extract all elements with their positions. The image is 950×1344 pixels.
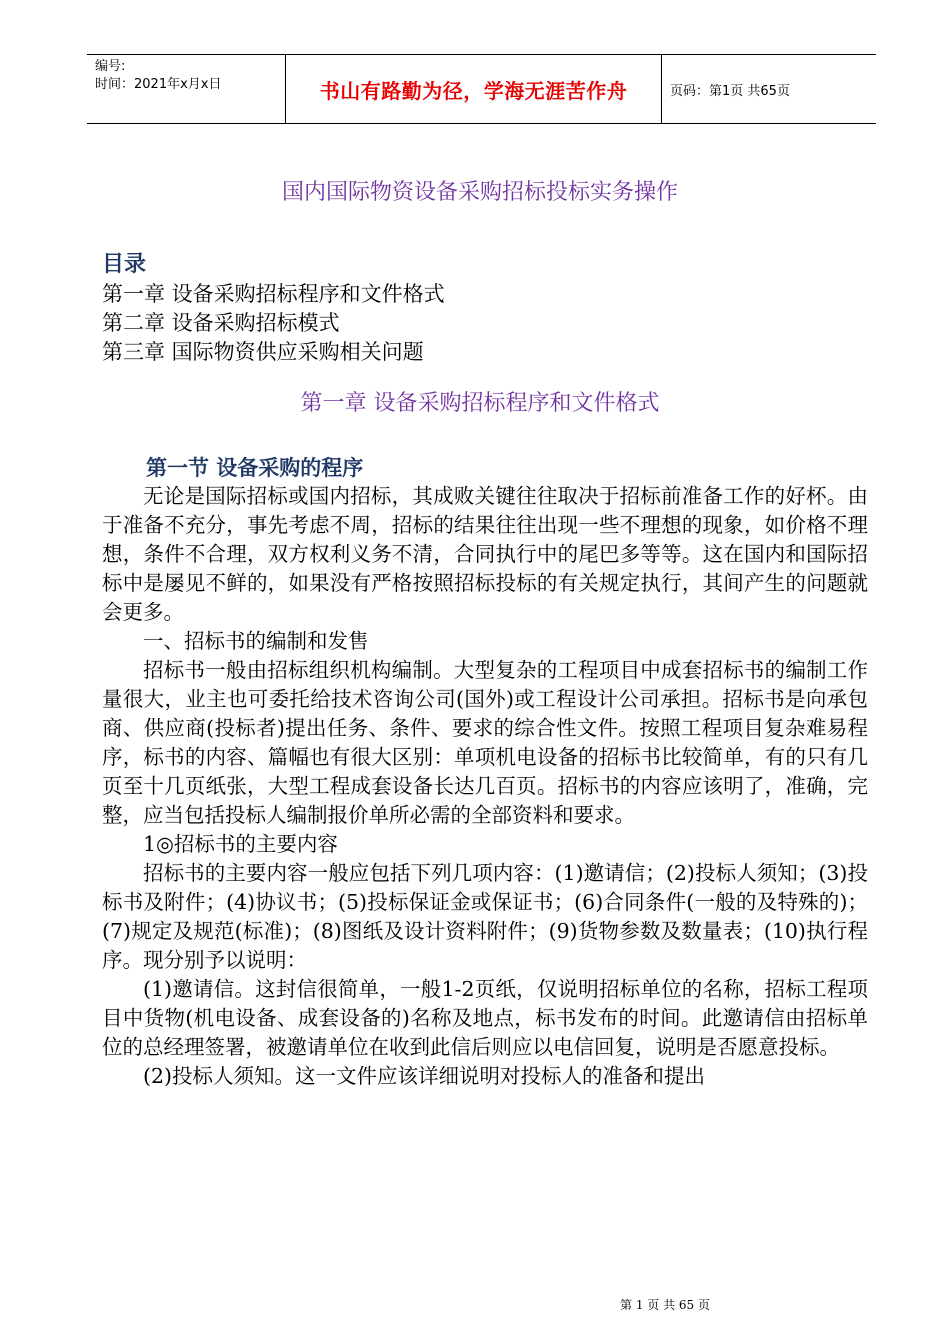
chapter-title: 第一章 设备采购招标程序和文件格式 xyxy=(300,391,660,416)
paragraph: 无论是国际招标或国内招标，其成败关键往往取决于招标前准备工作的好杯。由于准备不充分，事先考虑不周，招标的结果往往出现一些不理想的现象，如价格不理想，条件不合理，双方权利义务不清，合同执行中的尾巴多等等。这在国内和国际招标中是屡见不鲜的，如果没有严格按照招标投标的有关规定执行，其间产生的问题就会更多。 xyxy=(102,484,868,624)
page-footer: 第 1 页 共 65 页 xyxy=(620,1298,710,1312)
page-header xyxy=(87,54,876,124)
header-number-label: 编号: xyxy=(95,59,126,74)
header-date: 时间：2021年x月x日 xyxy=(95,77,222,92)
header-page-info: 页码：第1页 共65页 xyxy=(670,83,790,99)
paragraph: (1)邀请信。这封信很简单，一般1-2页纸，仅说明招标单位的名称，招标工程项目中货物(机电设备、成套设备的)名称及地点，标书发布的时间。此邀请信由招标单位的总经理签署，被邀请单位在收到此信后则应以电信回复，说明是否愿意投标。 xyxy=(102,977,868,1059)
paragraph: (2)投标人须知。这一文件应该详细说明对投标人的准备和提出 xyxy=(143,1064,706,1088)
section-heading: 第一节 设备采购的程序 xyxy=(146,456,364,480)
body-text xyxy=(102,482,868,1091)
paragraph: 招标书的主要内容一般应包括下列几项内容：(1)邀请信；(2)投标人须知；(3)投标书及附件；(4)协议书；(5)投标保证金或保证书；(6)合同条件(一般的及特殊的)；(7)规定及规范(标准)；(8)图纸及设计资料附件；(9)货物参数及数量表；(10)执行程序。现分别予以说明： xyxy=(102,861,868,972)
toc-item: 第二章 设备采购招标模式 xyxy=(102,311,340,335)
document-title: 国内国际物资设备采购招标投标实务操作 xyxy=(281,180,678,205)
header-motto-cell xyxy=(285,55,662,123)
paragraph: 1◎招标书的主要内容 xyxy=(143,832,338,856)
table-of-contents xyxy=(102,280,445,367)
header-motto: 书山有路勤为径，学海无涯苦作舟 xyxy=(319,78,628,103)
header-meta xyxy=(87,55,285,123)
paragraph: 招标书一般由招标组织机构编制。大型复杂的工程项目中成套招标书的编制工作量很大，业主也可委托给技术咨询公司(国外)或工程设计公司承担。招标书是向承包商、供应商(投标者)提出任务、条件、要求的综合性文件。按照工程项目复杂难易程序，标书的内容、篇幅也有很大区别：单项机电设备的招标书比较简单，有的只有几页至十几页纸张，大型工程成套设备长达几百页。招标书的内容应该明了，准确，完整，应当包括投标人编制报价单所必需的全部资料和要求。 xyxy=(102,658,868,827)
toc-heading: 目录 xyxy=(102,252,147,277)
paragraph: 一、招标书的编制和发售 xyxy=(143,629,369,653)
toc-item: 第三章 国际物资供应采购相关问题 xyxy=(102,340,424,364)
toc-item: 第一章 设备采购招标程序和文件格式 xyxy=(102,282,445,306)
